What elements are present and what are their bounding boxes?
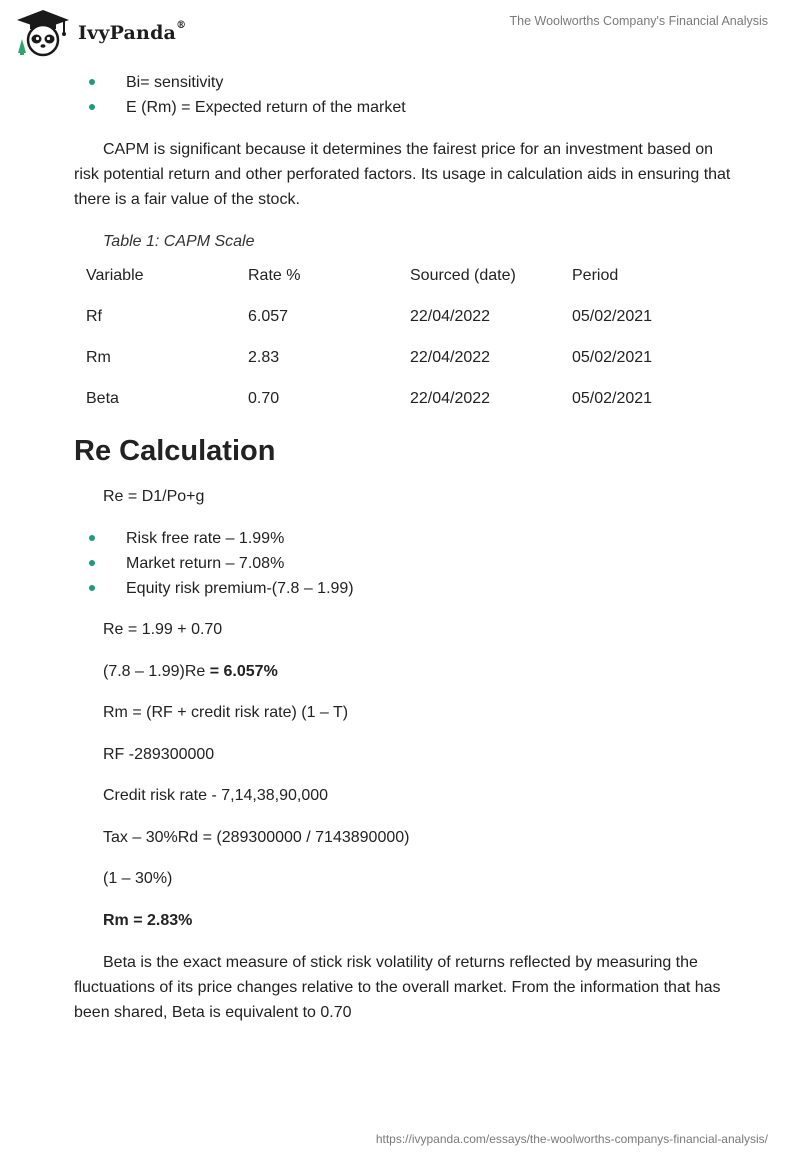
calc-line: Rm = (RF + credit risk rate) (1 – T) — [103, 704, 349, 721]
capm-paragraph: CAPM is significant because it determines the fairest price for an investment based on risk potential return and other perforated factors. Its usage in calculation aids in ensuring that there is a fair value of the stock. — [74, 141, 731, 208]
rate-bullet-list — [74, 526, 734, 601]
calc-rm-result: Rm = 2.83% — [103, 912, 193, 929]
table-header-row — [74, 255, 722, 296]
table-cell: 22/04/2022 — [410, 349, 491, 366]
column-header: Sourced (date) — [410, 267, 516, 284]
beta-paragraph: Beta is the exact measure of stick risk volatility of returns reflected by measuring the fluctuations of its price changes relative to the overall market. From the information that has been shared, Beta is equivalent to 0.70 — [74, 954, 721, 1021]
table-caption: Table 1: CAPM Scale — [103, 233, 255, 250]
bullet-icon — [89, 535, 95, 541]
calc-line: Tax – 30%Rd = (289300000 / 7143890000) — [103, 829, 410, 846]
table-cell: Rf — [86, 308, 102, 325]
table-cell: 05/02/2021 — [572, 390, 653, 407]
bullet-icon — [89, 104, 95, 110]
table-cell: 22/04/2022 — [410, 308, 491, 325]
section-heading: Re Calculation — [74, 435, 276, 467]
page-header — [0, 0, 800, 66]
panda-graduate-icon — [14, 9, 72, 57]
table-cell: 05/02/2021 — [572, 349, 653, 366]
bullet-icon — [89, 560, 95, 566]
list-item: Bi= sensitivity — [74, 70, 734, 95]
ivypanda-logo[interactable] — [14, 9, 186, 57]
bullet-icon — [89, 585, 95, 591]
brand-name: IvyPanda® — [78, 20, 187, 44]
result-value: = 6.057% — [209, 663, 278, 680]
table-row — [74, 378, 722, 419]
list-item: E (Rm) = Expected return of the market — [74, 95, 734, 120]
table-cell: 6.057 — [248, 308, 289, 325]
list-item: Risk free rate – 1.99% — [74, 526, 734, 551]
table-cell: Rm — [86, 349, 111, 366]
calc-line: RF -289300000 — [103, 746, 215, 763]
table-cell: 0.70 — [248, 390, 280, 407]
calc-result-line: (7.8 – 1.99)Re = 6.057% — [103, 663, 278, 680]
list-item: Equity risk premium-(7.8 – 1.99) — [74, 576, 734, 601]
calc-line: (1 – 30%) — [103, 870, 173, 887]
source-url[interactable]: https://ivypanda.com/essays/the-woolworths-companys-financial-analysis/ — [375, 1132, 768, 1146]
intro-bullet-list — [74, 70, 734, 120]
bullet-icon — [89, 79, 95, 85]
table-cell: 05/02/2021 — [572, 308, 653, 325]
table-row — [74, 296, 722, 337]
calc-line: Credit risk rate - 7,14,38,90,000 — [103, 787, 329, 804]
column-header: Period — [572, 267, 619, 284]
re-formula: Re = D1/Po+g — [103, 488, 205, 505]
page-content — [74, 70, 734, 1025]
table-cell: Beta — [86, 390, 119, 407]
calc-line: Re = 1.99 + 0.70 — [103, 621, 223, 638]
column-header: Rate % — [248, 267, 301, 284]
capm-table — [74, 255, 722, 419]
column-header: Variable — [86, 267, 144, 284]
table-cell: 22/04/2022 — [410, 390, 491, 407]
list-item: Market return – 7.08% — [74, 551, 734, 576]
document-title: The Woolworths Company's Financial Analysis — [509, 14, 768, 28]
table-cell: 2.83 — [248, 349, 280, 366]
table-row — [74, 337, 722, 378]
